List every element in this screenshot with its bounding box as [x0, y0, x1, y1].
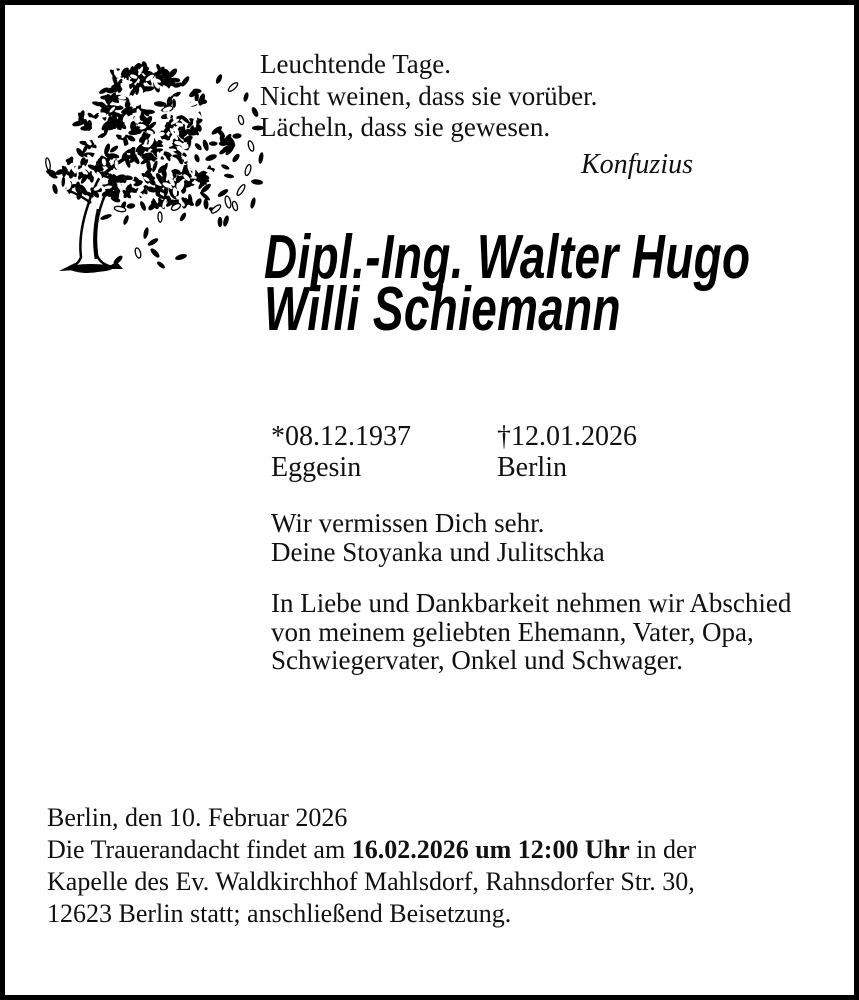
- death-block: [497, 421, 637, 483]
- quote-line: Nicht weinen, dass sie vorüber.: [260, 80, 598, 111]
- farewell-line: In Liebe und Dankbarkeit nehmen wir Abschied: [271, 588, 792, 618]
- funeral-details-block: [47, 802, 696, 930]
- birth-date: *08.12.1937: [271, 421, 411, 452]
- funeral-closing-line: 12623 Berlin statt; anschließend Beisetzung.: [47, 899, 512, 928]
- mourning-block: [271, 509, 605, 567]
- quote-block: [260, 49, 693, 180]
- deceased-name-line1: Dipl.-Ing. Walter Hugo: [264, 223, 751, 292]
- quote-line: Leuchtende Tage.: [260, 49, 452, 79]
- farewell-line: von meinem geliebten Ehemann, Vater, Opa,: [271, 616, 754, 647]
- deceased-name-line2: Willi Schiemann: [264, 275, 621, 344]
- funeral-line2-post: in der: [636, 835, 697, 864]
- quote-line: Lächeln, dass sie gewesen.: [260, 112, 551, 142]
- funeral-datetime: 16.02.2026 um 12:00 Uhr: [351, 835, 630, 864]
- mourning-line: Wir vermissen Dich sehr.: [271, 508, 545, 538]
- funeral-line2-pre: Die Trauerandacht findet am: [47, 835, 346, 864]
- leaves-canopy: [45, 61, 264, 270]
- quote-attribution: Konfuzius: [580, 148, 693, 180]
- death-date: †12.01.2026: [497, 421, 637, 452]
- funeral-location-line: Kapelle des Ev. Waldkirchhof Mahlsdorf, Rahnsdorfer Str. 30,: [47, 867, 695, 896]
- birth-block: [271, 421, 411, 483]
- death-place: Berlin: [497, 452, 567, 483]
- funeral-dateline: Berlin, den 10. Februar 2026: [47, 803, 348, 832]
- tree-illustration: [41, 57, 269, 297]
- farewell-line: Schwiegervater, Onkel und Schwager.: [271, 645, 684, 675]
- birth-place: Eggesin: [271, 452, 362, 483]
- funeral-details-line: [47, 834, 696, 866]
- mourning-line: Deine Stoyanka und Julitschka: [271, 537, 605, 567]
- farewell-block: [271, 589, 791, 675]
- deceased-name: [264, 223, 751, 344]
